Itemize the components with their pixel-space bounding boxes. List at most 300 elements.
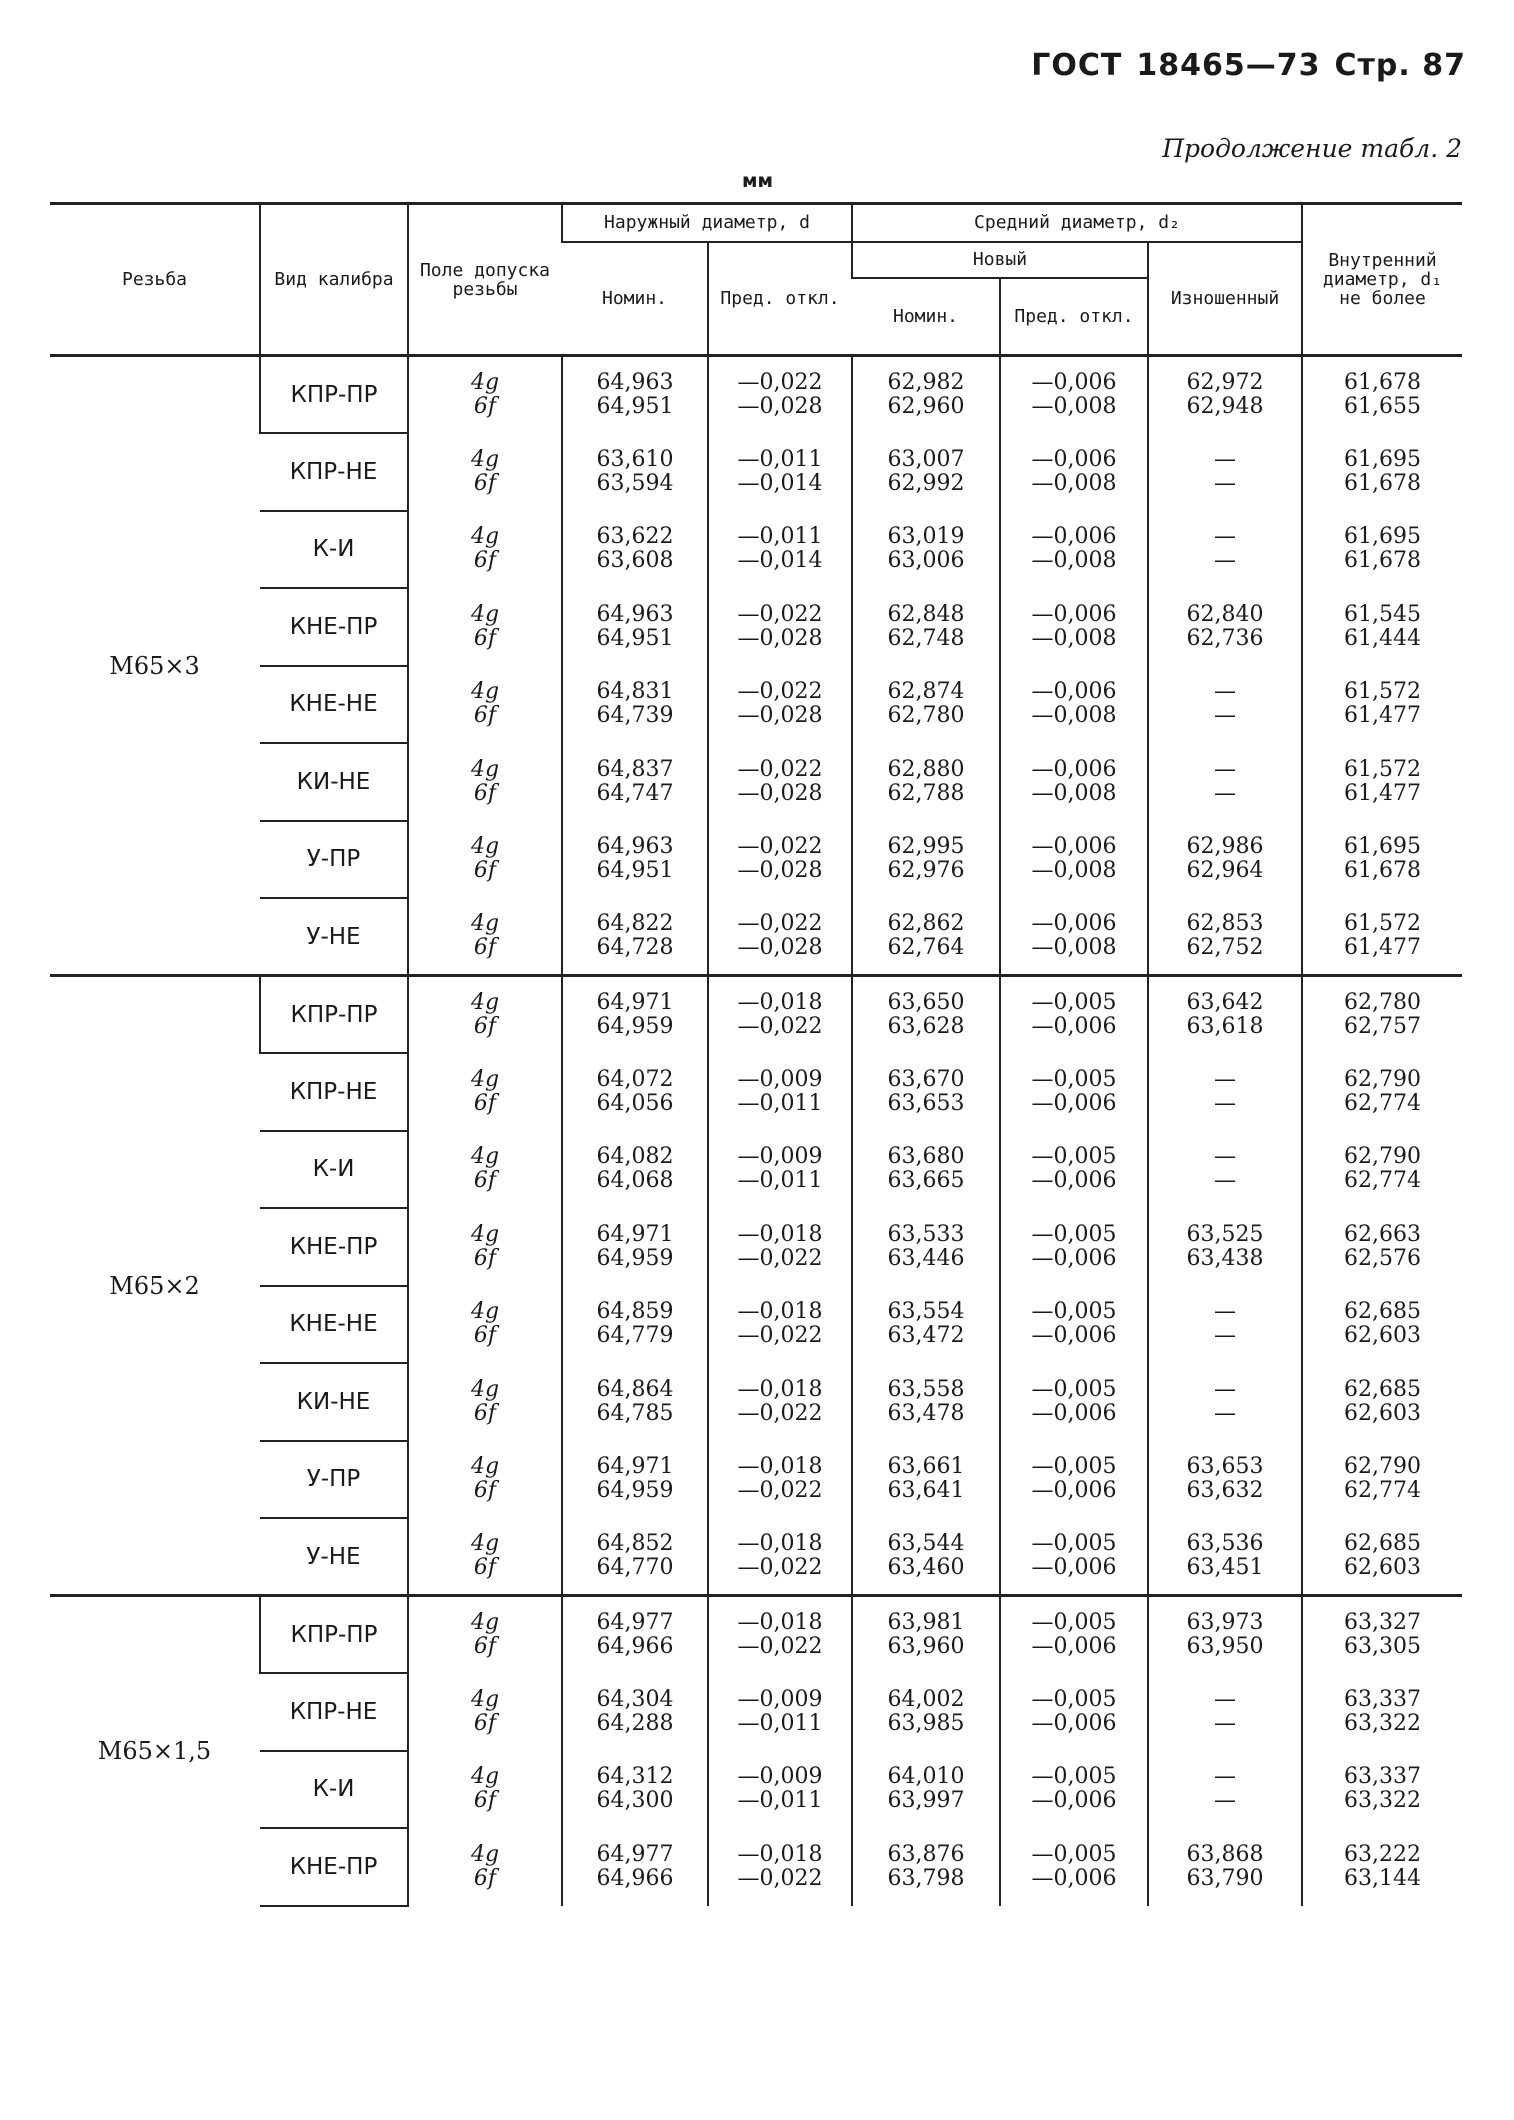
pitch-diameter-deviation [1000, 511, 1148, 589]
tolerance-field-bottom: 6f [473, 470, 497, 496]
pitch-diameter-nominal-top: 63,661 [887, 1454, 965, 1480]
pitch-diameter-nominal-top: 63,007 [887, 446, 965, 472]
pitch-diameter-nominal-top: 62,880 [887, 756, 965, 782]
outer-diameter-deviation [708, 433, 852, 511]
tolerance-field [408, 1208, 562, 1286]
pitch-diameter-deviation-top: —0,005 [1031, 1066, 1117, 1092]
pitch-diameter-deviation-bottom: —0,006 [1031, 1014, 1117, 1039]
pitch-diameter-nominal-bottom: 63,478 [887, 1400, 965, 1426]
pitch-diameter-worn-top: 62,840 [1186, 601, 1264, 627]
pitch-diameter-deviation-bottom: —0,008 [1031, 780, 1117, 806]
pitch-diameter-nominal [852, 898, 1000, 976]
inner-diameter [1302, 1751, 1462, 1829]
tolerance-field [408, 1363, 562, 1441]
pitch-diameter-nominal-bottom: 63,653 [887, 1090, 965, 1116]
inner-diameter-top: 62,790 [1344, 1066, 1421, 1092]
inner-diameter [1302, 743, 1462, 821]
pitch-diameter-deviation-bottom: —0,006 [1031, 1788, 1117, 1814]
inner-diameter-top: 61,695 [1344, 446, 1421, 472]
inner-diameter [1302, 1363, 1462, 1441]
outer-diameter-nominal [562, 1828, 708, 1906]
outer-diameter-deviation-top: —0,022 [737, 370, 823, 395]
pitch-diameter-deviation-bottom: —0,008 [1031, 548, 1117, 574]
pitch-diameter-worn-bottom: 62,752 [1186, 935, 1264, 960]
pitch-diameter-nominal-bottom: 63,460 [887, 1555, 965, 1580]
pitch-diameter-nominal-top: 62,995 [887, 834, 965, 860]
outer-diameter-deviation-bottom: —0,028 [737, 625, 823, 651]
outer-diameter-deviation [708, 511, 852, 589]
outer-diameter-nominal-top: 64,977 [596, 1610, 674, 1635]
pitch-diameter-nominal-bottom: 62,992 [887, 470, 965, 496]
tolerance-field [408, 976, 562, 1054]
pitch-diameter-deviation-bottom: —0,006 [1031, 1400, 1117, 1426]
thread-designation: M65×2 [50, 976, 260, 1596]
pitch-diameter-deviation-bottom: —0,008 [1031, 858, 1117, 884]
outer-diameter-deviation-top: —0,018 [737, 990, 823, 1015]
inner-diameter [1302, 1828, 1462, 1906]
tolerance-field-bottom: 6f [473, 548, 497, 574]
table-body [50, 356, 1462, 1906]
outer-diameter-deviation [708, 588, 852, 666]
inner-diameter-bottom: 61,678 [1344, 858, 1421, 884]
outer-diameter-deviation-top: —0,022 [737, 911, 823, 936]
tolerance-field-bottom: 6f [473, 1323, 497, 1349]
table-row [50, 1363, 1462, 1441]
thread-designation: M65×3 [50, 356, 260, 976]
pitch-diameter-deviation-bottom: —0,006 [1031, 1478, 1117, 1504]
pitch-diameter-worn [1148, 1751, 1302, 1829]
table-header [50, 204, 1462, 356]
inner-diameter-bottom: 62,576 [1344, 1245, 1421, 1271]
outer-diameter-deviation-bottom: —0,028 [737, 780, 823, 806]
pitch-diameter-deviation-top: —0,006 [1031, 446, 1117, 472]
table-row [50, 1053, 1462, 1131]
inner-diameter-bottom: 61,655 [1344, 394, 1421, 419]
outer-diameter-deviation-top: —0,009 [737, 1144, 823, 1170]
pitch-diameter-nominal [852, 433, 1000, 511]
outer-diameter-nominal-bottom: 64,288 [596, 1710, 674, 1736]
col-outer-diameter: Наружный диаметр, d [562, 204, 852, 242]
gauge-type: КПР-НЕ [260, 1673, 408, 1751]
inner-diameter-bottom: 61,678 [1344, 548, 1421, 574]
pitch-diameter-nominal-bottom: 62,780 [887, 703, 965, 729]
tolerance-field [408, 433, 562, 511]
pitch-diameter-deviation [1000, 1441, 1148, 1519]
pitch-diameter-worn [1148, 821, 1302, 899]
pitch-diameter-worn-top: — [1214, 1144, 1236, 1170]
pitch-diameter-deviation-top: —0,005 [1031, 1376, 1117, 1402]
pitch-diameter-nominal-top: 62,982 [887, 370, 965, 395]
outer-diameter-nominal-top: 64,312 [596, 1764, 674, 1790]
outer-diameter-nominal [562, 1131, 708, 1209]
outer-diameter-deviation-top: —0,018 [737, 1531, 823, 1556]
tolerance-field-bottom: 6f [473, 1478, 497, 1504]
inner-diameter-top: 61,695 [1344, 524, 1421, 550]
pitch-diameter-worn-top: 63,536 [1186, 1531, 1264, 1556]
pitch-diameter-deviation-top: —0,006 [1031, 679, 1117, 705]
inner-diameter [1302, 1518, 1462, 1596]
pitch-diameter-nominal-top: 63,670 [887, 1066, 965, 1092]
outer-diameter-deviation-top: —0,018 [737, 1841, 823, 1867]
table-row [50, 666, 1462, 744]
outer-diameter-nominal-top: 64,304 [596, 1686, 674, 1712]
pitch-diameter-nominal [852, 821, 1000, 899]
pitch-diameter-nominal [852, 511, 1000, 589]
pitch-diameter-worn [1148, 666, 1302, 744]
tolerance-field [408, 1286, 562, 1364]
outer-diameter-nominal-top: 64,859 [596, 1299, 674, 1325]
inner-diameter-bottom: 63,144 [1344, 1865, 1421, 1891]
inner-diameter-top: 62,663 [1344, 1221, 1421, 1247]
table-row [50, 1828, 1462, 1906]
outer-diameter-deviation [708, 1751, 852, 1829]
gauge-type: КНЕ-ПР [260, 588, 408, 666]
tolerance-field [408, 1751, 562, 1829]
pitch-diameter-worn [1148, 1596, 1302, 1674]
pitch-diameter-deviation-top: —0,005 [1031, 1610, 1117, 1635]
col-inner-diameter: Внутренний диаметр, d₁ не более [1302, 204, 1462, 356]
pitch-diameter-deviation [1000, 1131, 1148, 1209]
inner-diameter [1302, 1053, 1462, 1131]
outer-diameter-nominal-top: 64,971 [596, 1454, 674, 1480]
page-number: Стр. 87 [1334, 48, 1466, 83]
table-row [50, 1596, 1462, 1674]
pitch-diameter-worn-bottom: — [1214, 470, 1236, 496]
inner-diameter [1302, 433, 1462, 511]
thread-gauge-table [50, 202, 1462, 1907]
inner-diameter [1302, 976, 1462, 1054]
pitch-diameter-nominal-top: 62,874 [887, 679, 965, 705]
pitch-diameter-nominal [852, 1441, 1000, 1519]
outer-diameter-deviation-bottom: —0,022 [737, 1478, 823, 1504]
pitch-diameter-nominal-top: 63,544 [887, 1531, 965, 1556]
pitch-diameter-deviation-bottom: —0,006 [1031, 1245, 1117, 1271]
inner-diameter-bottom: 61,444 [1344, 625, 1421, 651]
outer-diameter-nominal [562, 588, 708, 666]
inner-diameter-top: 62,685 [1344, 1531, 1421, 1556]
pitch-diameter-deviation-bottom: —0,006 [1031, 1710, 1117, 1736]
pitch-diameter-deviation [1000, 821, 1148, 899]
pitch-diameter-nominal [852, 976, 1000, 1054]
outer-diameter-deviation-top: —0,022 [737, 679, 823, 705]
unit-label: мм [742, 170, 774, 192]
gauge-type: КПР-НЕ [260, 433, 408, 511]
gauge-type: У-ПР [260, 1441, 408, 1519]
outer-diameter-nominal-bottom: 64,779 [596, 1323, 674, 1349]
outer-diameter-nominal-bottom: 64,951 [596, 394, 674, 419]
gauge-type: КПР-НЕ [260, 1053, 408, 1131]
pitch-diameter-worn-top: 63,973 [1186, 1610, 1264, 1635]
pitch-diameter-deviation [1000, 1828, 1148, 1906]
gauge-type: КНЕ-НЕ [260, 666, 408, 744]
col-pitch-new: Новый [852, 242, 1148, 278]
pitch-diameter-nominal [852, 1286, 1000, 1364]
outer-diameter-deviation-top: —0,018 [737, 1610, 823, 1635]
outer-diameter-nominal-bottom: 64,959 [596, 1478, 674, 1504]
outer-diameter-nominal-top: 64,963 [596, 370, 674, 395]
table-row [50, 1286, 1462, 1364]
tolerance-field-top: 4g [470, 1531, 500, 1556]
pitch-diameter-worn-bottom: — [1214, 1710, 1236, 1736]
inner-diameter-top: 63,222 [1344, 1841, 1421, 1867]
pitch-diameter-worn [1148, 976, 1302, 1054]
pitch-diameter-deviation-bottom: —0,008 [1031, 394, 1117, 419]
inner-diameter-bottom: 61,678 [1344, 470, 1421, 496]
pitch-diameter-deviation-top: —0,006 [1031, 834, 1117, 860]
outer-diameter-nominal-top: 64,963 [596, 601, 674, 627]
outer-diameter-nominal-bottom: 64,785 [596, 1400, 674, 1426]
tolerance-field-top: 4g [470, 834, 500, 860]
pitch-diameter-worn-bottom: 63,451 [1186, 1555, 1264, 1580]
tolerance-field [408, 356, 562, 434]
outer-diameter-deviation [708, 976, 852, 1054]
tolerance-field [408, 1518, 562, 1596]
pitch-diameter-worn-top: 62,853 [1186, 911, 1264, 936]
outer-diameter-deviation [708, 1363, 852, 1441]
pitch-diameter-worn [1148, 1441, 1302, 1519]
outer-diameter-deviation [708, 1828, 852, 1906]
tolerance-field-top: 4g [470, 1299, 500, 1325]
pitch-diameter-deviation-bottom: —0,006 [1031, 1865, 1117, 1891]
inner-diameter [1302, 1441, 1462, 1519]
inner-diameter-top: 62,685 [1344, 1376, 1421, 1402]
outer-diameter-deviation-top: —0,022 [737, 834, 823, 860]
tolerance-field-bottom: 6f [473, 1555, 497, 1580]
outer-diameter-deviation-top: —0,009 [737, 1764, 823, 1790]
gauge-type: К-И [260, 1131, 408, 1209]
col-thread: Резьба [50, 204, 260, 356]
gauge-type: КПР-ПР [260, 1596, 408, 1674]
outer-diameter-nominal-top: 64,831 [596, 679, 674, 705]
pitch-diameter-deviation-top: —0,005 [1031, 1299, 1117, 1325]
pitch-diameter-deviation [1000, 1286, 1148, 1364]
pitch-diameter-worn-bottom: — [1214, 1400, 1236, 1426]
pitch-diameter-nominal [852, 666, 1000, 744]
inner-diameter-bottom: 62,603 [1344, 1555, 1421, 1580]
pitch-diameter-nominal-bottom: 63,006 [887, 548, 965, 574]
tolerance-field [408, 1131, 562, 1209]
pitch-diameter-worn-top: — [1214, 1764, 1236, 1790]
pitch-diameter-worn-bottom: 62,948 [1186, 394, 1264, 419]
pitch-diameter-nominal-top: 63,554 [887, 1299, 965, 1325]
outer-diameter-deviation [708, 1441, 852, 1519]
pitch-diameter-worn-bottom: — [1214, 703, 1236, 729]
pitch-diameter-worn [1148, 1673, 1302, 1751]
pitch-diameter-nominal-top: 63,650 [887, 990, 965, 1015]
pitch-diameter-nominal-top: 64,010 [887, 1764, 965, 1790]
pitch-diameter-worn-top: — [1214, 446, 1236, 472]
outer-diameter-nominal-top: 64,082 [596, 1144, 674, 1170]
outer-diameter-nominal [562, 976, 708, 1054]
pitch-diameter-worn-top: 62,972 [1186, 370, 1264, 395]
pitch-diameter-deviation-top: —0,006 [1031, 370, 1117, 395]
pitch-diameter-worn-bottom: 62,736 [1186, 625, 1264, 651]
pitch-diameter-deviation [1000, 666, 1148, 744]
outer-diameter-nominal [562, 1363, 708, 1441]
tolerance-field [408, 1673, 562, 1751]
inner-diameter-bottom: 61,477 [1344, 780, 1421, 806]
pitch-diameter-nominal [852, 356, 1000, 434]
pitch-diameter-deviation-bottom: —0,006 [1031, 1168, 1117, 1194]
outer-diameter-deviation-bottom: —0,011 [737, 1168, 823, 1194]
pitch-diameter-nominal-top: 63,533 [887, 1221, 965, 1247]
pitch-diameter-deviation-top: —0,006 [1031, 911, 1117, 936]
inner-diameter-top: 63,327 [1344, 1610, 1421, 1635]
table-row [50, 1518, 1462, 1596]
pitch-diameter-deviation [1000, 433, 1148, 511]
outer-diameter-deviation-top: —0,018 [737, 1221, 823, 1247]
pitch-diameter-worn-bottom: 62,964 [1186, 858, 1264, 884]
pitch-diameter-deviation [1000, 1673, 1148, 1751]
inner-diameter [1302, 1131, 1462, 1209]
tolerance-field-top: 4g [470, 1764, 500, 1790]
gauge-type: КПР-ПР [260, 356, 408, 434]
tolerance-field [408, 743, 562, 821]
pitch-diameter-worn [1148, 1363, 1302, 1441]
tolerance-field-bottom: 6f [473, 1400, 497, 1426]
tolerance-field-bottom: 6f [473, 1865, 497, 1891]
inner-diameter-bottom: 62,757 [1344, 1014, 1421, 1039]
pitch-diameter-nominal-top: 63,019 [887, 524, 965, 550]
pitch-diameter-nominal-top: 62,848 [887, 601, 965, 627]
table-row [50, 743, 1462, 821]
outer-diameter-deviation-top: —0,022 [737, 601, 823, 627]
outer-diameter-deviation-bottom: —0,022 [737, 1555, 823, 1580]
outer-diameter-nominal [562, 356, 708, 434]
pitch-diameter-nominal-top: 63,558 [887, 1376, 965, 1402]
pitch-diameter-worn-bottom: 63,438 [1186, 1245, 1264, 1271]
tolerance-field-bottom: 6f [473, 394, 497, 419]
pitch-diameter-nominal-top: 63,680 [887, 1144, 965, 1170]
inner-diameter-top: 62,685 [1344, 1299, 1421, 1325]
inner-diameter-bottom: 61,477 [1344, 935, 1421, 960]
tolerance-field [408, 588, 562, 666]
tolerance-field-top: 4g [470, 756, 500, 782]
pitch-diameter-deviation-bottom: —0,006 [1031, 1090, 1117, 1116]
outer-diameter-nominal-top: 64,864 [596, 1376, 674, 1402]
gauge-type: У-НЕ [260, 1518, 408, 1596]
tolerance-field [408, 1828, 562, 1906]
outer-diameter-deviation-bottom: —0,014 [737, 470, 823, 496]
tolerance-field [408, 898, 562, 976]
outer-diameter-deviation-bottom: —0,028 [737, 703, 823, 729]
inner-diameter [1302, 821, 1462, 899]
outer-diameter-deviation-bottom: —0,014 [737, 548, 823, 574]
pitch-diameter-deviation [1000, 743, 1148, 821]
outer-diameter-nominal [562, 433, 708, 511]
gauge-type: У-ПР [260, 821, 408, 899]
pitch-diameter-deviation-top: —0,005 [1031, 1764, 1117, 1790]
inner-diameter-top: 62,780 [1344, 990, 1421, 1015]
pitch-diameter-worn-bottom: — [1214, 1168, 1236, 1194]
pitch-diameter-worn-top: 63,653 [1186, 1454, 1264, 1480]
pitch-diameter-deviation-top: —0,005 [1031, 1686, 1117, 1712]
inner-diameter [1302, 1208, 1462, 1286]
pitch-diameter-worn-bottom: 63,632 [1186, 1478, 1264, 1504]
pitch-diameter-nominal [852, 1828, 1000, 1906]
pitch-diameter-worn-bottom: — [1214, 548, 1236, 574]
inner-diameter-top: 61,695 [1344, 834, 1421, 860]
outer-diameter-nominal [562, 1286, 708, 1364]
pitch-diameter-nominal-top: 63,876 [887, 1841, 965, 1867]
pitch-diameter-worn-top: — [1214, 679, 1236, 705]
outer-diameter-deviation [708, 1286, 852, 1364]
pitch-diameter-deviation [1000, 1751, 1148, 1829]
table-row [50, 1208, 1462, 1286]
outer-diameter-deviation [708, 1053, 852, 1131]
outer-diameter-nominal [562, 666, 708, 744]
pitch-diameter-worn-top: 63,868 [1186, 1841, 1264, 1867]
outer-diameter-nominal-top: 64,837 [596, 756, 674, 782]
outer-diameter-nominal-bottom: 64,056 [596, 1090, 674, 1116]
outer-diameter-nominal-bottom: 64,959 [596, 1245, 674, 1271]
pitch-diameter-deviation-top: —0,005 [1031, 990, 1117, 1015]
pitch-diameter-nominal-bottom: 62,748 [887, 625, 965, 651]
outer-diameter-deviation-bottom: —0,022 [737, 1400, 823, 1426]
pitch-diameter-deviation [1000, 1518, 1148, 1596]
tolerance-field-bottom: 6f [473, 703, 497, 729]
pitch-diameter-deviation-top: —0,005 [1031, 1531, 1117, 1556]
pitch-diameter-nominal-bottom: 62,960 [887, 394, 965, 419]
tolerance-field-top: 4g [470, 1376, 500, 1402]
pitch-diameter-worn-top: — [1214, 1066, 1236, 1092]
col-pitch-nominal: Номин. [852, 278, 1000, 356]
outer-diameter-nominal [562, 1673, 708, 1751]
outer-diameter-deviation [708, 898, 852, 976]
gauge-type: КПР-ПР [260, 976, 408, 1054]
outer-diameter-nominal-bottom: 64,951 [596, 858, 674, 884]
inner-diameter-top: 63,337 [1344, 1764, 1421, 1790]
table-row [50, 1441, 1462, 1519]
outer-diameter-deviation-top: —0,009 [737, 1066, 823, 1092]
outer-diameter-nominal-top: 63,610 [596, 446, 674, 472]
pitch-diameter-worn-top: — [1214, 1686, 1236, 1712]
tolerance-field-top: 4g [470, 370, 500, 395]
outer-diameter-deviation [708, 356, 852, 434]
tolerance-field [408, 1053, 562, 1131]
pitch-diameter-deviation-bottom: —0,008 [1031, 470, 1117, 496]
outer-diameter-deviation [708, 743, 852, 821]
tolerance-field-top: 4g [470, 1144, 500, 1170]
outer-diameter-deviation-bottom: —0,022 [737, 1323, 823, 1349]
outer-diameter-nominal [562, 1596, 708, 1674]
pitch-diameter-worn [1148, 511, 1302, 589]
outer-diameter-nominal-bottom: 64,966 [596, 1634, 674, 1659]
pitch-diameter-deviation-top: —0,006 [1031, 756, 1117, 782]
inner-diameter-top: 61,572 [1344, 679, 1421, 705]
pitch-diameter-worn-top: 63,642 [1186, 990, 1264, 1015]
page-header [1017, 48, 1466, 83]
outer-diameter-deviation-bottom: —0,028 [737, 858, 823, 884]
table-row [50, 821, 1462, 899]
tolerance-field-bottom: 6f [473, 1014, 497, 1039]
outer-diameter-deviation-top: —0,018 [737, 1376, 823, 1402]
inner-diameter-bottom: 63,322 [1344, 1710, 1421, 1736]
col-outer-deviation: Пред. откл. [708, 242, 852, 356]
outer-diameter-nominal-bottom: 64,739 [596, 703, 674, 729]
outer-diameter-nominal-bottom: 64,966 [596, 1865, 674, 1891]
inner-diameter-top: 61,572 [1344, 756, 1421, 782]
pitch-diameter-deviation [1000, 1596, 1148, 1674]
pitch-diameter-nominal [852, 1131, 1000, 1209]
pitch-diameter-nominal-bottom: 63,628 [887, 1014, 965, 1039]
table-row [50, 1673, 1462, 1751]
col-pitch-worn: Изношенный [1148, 242, 1302, 356]
tolerance-field-bottom: 6f [473, 780, 497, 806]
tolerance-field-bottom: 6f [473, 1168, 497, 1194]
pitch-diameter-nominal-bottom: 63,641 [887, 1478, 965, 1504]
pitch-diameter-nominal [852, 1751, 1000, 1829]
